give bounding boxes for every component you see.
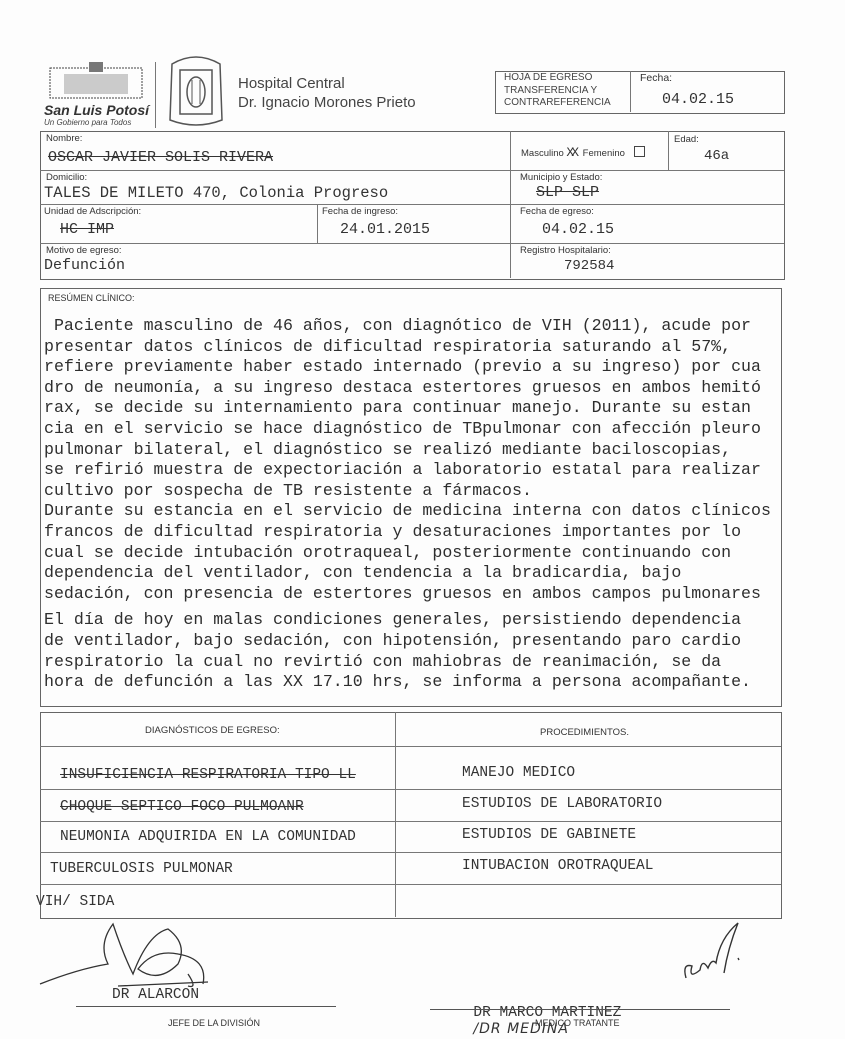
resumen-line: refiere previamente haber estado internado (previo a su ingreso) por cua (44, 357, 761, 377)
municipio-label: Municipio y Estado: (520, 172, 603, 183)
diagnostico-item: CHOQUE SEPTICO FOCO PULMOANR (60, 799, 304, 815)
diagnosticos-label: DIAGNÓSTICOS DE EGRESO: (145, 725, 280, 736)
medico-label: MEDICO TRATANTE (535, 1018, 620, 1028)
registro-label: Registro Hospitalario: (520, 245, 611, 256)
state-logo (44, 60, 149, 132)
medico-name: DR MARCO MARTINEZ /DR MEDINA (473, 1004, 622, 1037)
nombre-value: OSCAR JAVIER SOLIS RIVERA (48, 149, 274, 166)
unidad-label: Unidad de Adscripción: (44, 206, 142, 217)
resumen-line: francos de dificultad respiratoria y desaturaciones importantes por lo (44, 521, 742, 541)
procedimientos-label: PROCEDIMIENTOS. (540, 727, 630, 738)
resumen-line: de ventilador, bajo sedación, con hipotensión, presentando paro cardio (44, 630, 742, 650)
femenino-checkbox[interactable] (634, 146, 645, 157)
procedimiento-item: MANEJO MEDICO (462, 765, 576, 781)
hospital-emblem (164, 52, 228, 135)
fecha-ingreso-label: Fecha de ingreso: (322, 206, 399, 217)
fecha-egreso-label: Fecha de egreso: (520, 206, 594, 217)
nombre-label: Nombre: (46, 133, 83, 144)
resumen-line: presentar datos clínicos de dificultad respiratoria saturando al 57%, (44, 336, 732, 356)
domicilio-label: Domicilio: (46, 172, 88, 183)
procedimiento-item: ESTUDIOS DE GABINETE (462, 827, 637, 843)
logo-tagline: Un Gobierno para Todos (44, 118, 132, 127)
form-title: HOJA DE EGRESO TRANSFERENCIA Y CONTRAREFERENCIA (504, 72, 611, 108)
palace-illustration-icon (44, 60, 149, 100)
jefe-signature-icon (38, 914, 218, 989)
masculino-checkbox[interactable]: XX (566, 145, 577, 160)
motivo-value: Defunción (44, 257, 126, 274)
resumen-label: RESÚMEN CLÍNICO: (48, 293, 135, 303)
fecha-label: Fecha: (640, 72, 673, 84)
medico-name-handwritten: /DR MEDINA (473, 1020, 569, 1037)
medico-signature-icon (678, 918, 748, 988)
femenino-label: Femenino (582, 148, 625, 159)
hospital-crest-icon (164, 52, 228, 130)
resumen-line: cual se decide intubación orotraqueal, posteriormente continuando con (44, 542, 732, 562)
jefe-label: JEFE DE LA DIVISIÓN (168, 1018, 261, 1028)
resumen-line: Durante su estancia en el servicio de medicina interna con datos clínicos (44, 501, 771, 521)
resumen-line: cia en el servicio se hace diagnóstico de TBpulmonar con afección pleuro (44, 418, 761, 438)
resumen-line: rax, se decide su internamiento para continuar manejo. Durante su estan (44, 398, 752, 418)
motivo-label: Motivo de egreso: (46, 245, 122, 256)
fecha-egreso-value: 04.02.15 (542, 221, 615, 238)
resumen-line: dro de neumonía, a su ingreso destaca estertores gruesos en ambos hemitó (44, 377, 761, 397)
diagnostico-item: NEUMONIA ADQUIRIDA EN LA COMUNIDAD (60, 829, 356, 845)
domicilio-value: TALES DE MILETO 470, Colonia Progreso (44, 184, 389, 202)
resumen-line: pulmonar bilateral, el diagnóstico se realizó mediante baciloscopias, (44, 439, 732, 459)
resumen-line: sedación, con presencia de estertores gruesos en ambos campos pulmonares (44, 583, 761, 603)
diagnostico-item: TUBERCULOSIS PULMONAR (50, 861, 233, 877)
logo-state-name: San Luis Potosí (44, 102, 150, 118)
fecha-value: 04.02.15 (662, 91, 735, 108)
edad-label: Edad: (674, 134, 699, 145)
resumen-line: se refirió muestra de expectoriación a laboratorio estatal para realizar (44, 460, 761, 480)
resumen-line: dependencia del ventilador, con tendencia a la bradicardia, bajo (44, 563, 682, 583)
procedimiento-item: INTUBACION OROTRAQUEAL (462, 858, 654, 874)
resumen-line: respiratorio la cual no revirtió con mahiobras de reanimación, se da (44, 651, 722, 671)
resumen-line: hora de defunción a las XX 17.10 hrs, se informa a persona acompañante. (44, 672, 752, 692)
edad-value: 46a (704, 148, 730, 164)
registro-value: 792584 (564, 258, 615, 274)
procedimiento-item: ESTUDIOS DE LABORATORIO (462, 796, 663, 812)
unidad-value: HC IMP (60, 221, 115, 238)
resumen-line: El día de hoy en malas condiciones generales, persistiendo dependencia (44, 610, 742, 630)
fecha-ingreso-value: 24.01.2015 (340, 221, 431, 238)
resumen-text (44, 316, 771, 693)
diagnostico-item: VIH/ SIDA (36, 894, 115, 910)
jefe-name: DR ALARCON (112, 987, 200, 1003)
sexo-selector (521, 146, 645, 161)
hospital-name: Hospital Central Dr. Ignacio Morones Prieto (238, 75, 416, 111)
resumen-line: Paciente masculino de 46 años, con diagnótico de VIH (2011), acude por (44, 316, 752, 335)
diagnostico-item: INSUFICIENCIA RESPIRATORIA TIPO LL (60, 767, 356, 783)
municipio-value: SLP SLP (536, 184, 600, 201)
resumen-line: cultivo por sospecha de TB resistente a fármacos. (44, 480, 532, 500)
masculino-label: Masculino (521, 148, 564, 159)
